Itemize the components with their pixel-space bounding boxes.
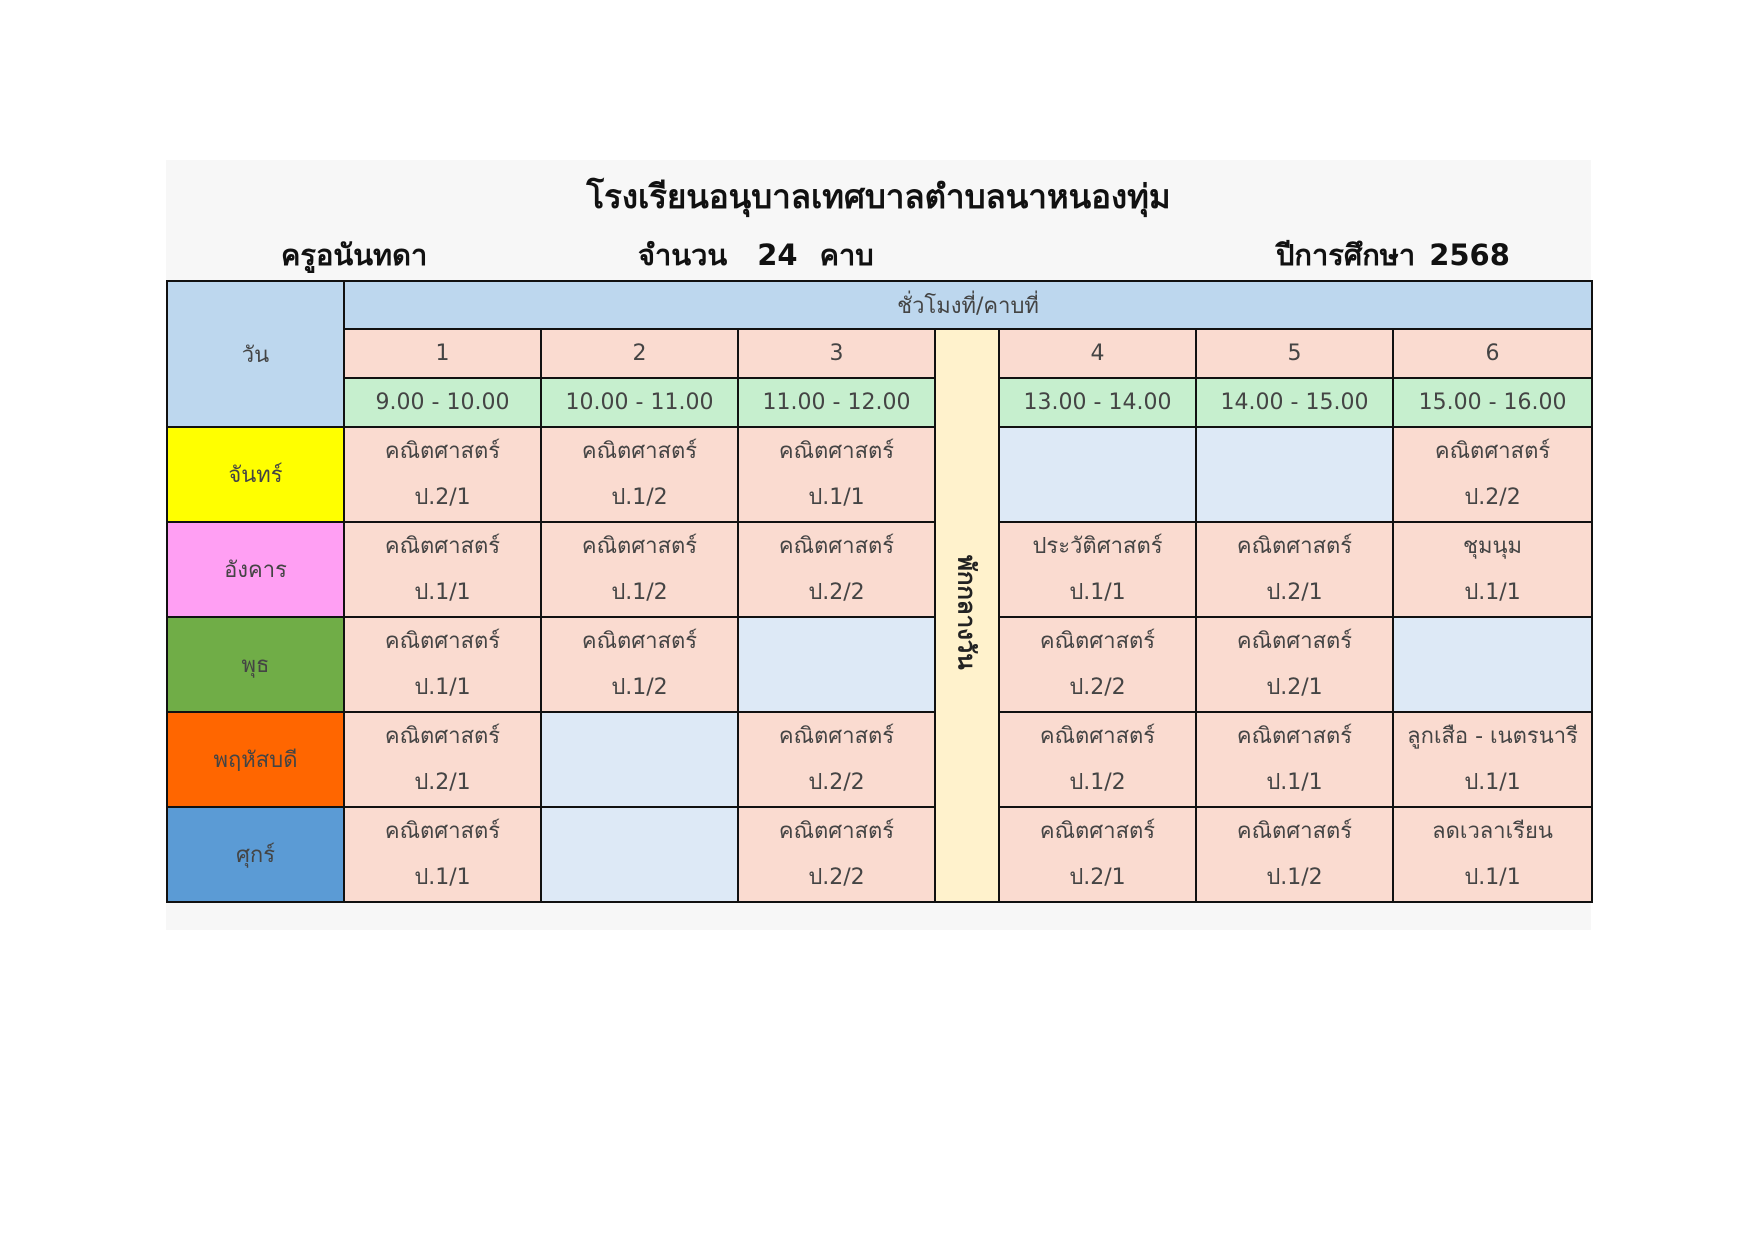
period-time: 14.00 - 15.00 — [1196, 378, 1393, 427]
class-slot — [1393, 427, 1592, 522]
day-row — [167, 427, 1592, 522]
day-label: พฤหัสบดี — [167, 712, 344, 807]
slot-subject: คณิตศาสตร์ — [1236, 723, 1353, 749]
period-time: 10.00 - 11.00 — [541, 378, 738, 427]
slot-subject: คณิตศาสตร์ — [1236, 628, 1353, 654]
slot-subject: คณิตศาสตร์ — [384, 533, 501, 559]
slot-class: ป.2/2 — [1069, 674, 1126, 700]
day-row — [167, 522, 1592, 617]
empty-slot — [541, 807, 738, 902]
class-slot — [738, 712, 935, 807]
slot-subject: ลูกเสือ - เนตรนารี — [1407, 723, 1578, 749]
slot-class: ป.2/1 — [414, 484, 471, 510]
slot-subject: คณิตศาสตร์ — [384, 628, 501, 654]
class-slot — [738, 807, 935, 902]
slot-subject: ประวัติศาสตร์ — [1032, 533, 1163, 559]
slot-subject: คณิตศาสตร์ — [778, 438, 895, 464]
slot-subject: คณิตศาสตร์ — [1236, 533, 1353, 559]
slot-subject: คณิตศาสตร์ — [384, 438, 501, 464]
empty-slot — [999, 427, 1196, 522]
period-number: 1 — [344, 329, 541, 378]
slot-class: ป.1/1 — [1464, 864, 1521, 890]
year-label: ปีการศึกษา — [1276, 238, 1416, 272]
slot-class: ป.1/1 — [1069, 579, 1126, 605]
class-slot — [541, 522, 738, 617]
period-time: 11.00 - 12.00 — [738, 378, 935, 427]
class-slot — [738, 427, 935, 522]
year-value: 2568 — [1429, 238, 1510, 272]
day-label: อังคาร — [167, 522, 344, 617]
slot-class: ป.1/2 — [1266, 864, 1323, 890]
class-slot — [344, 522, 541, 617]
slot-class: ป.1/2 — [611, 674, 668, 700]
period-time: 9.00 - 10.00 — [344, 378, 541, 427]
slot-subject: คณิตศาสตร์ — [1039, 723, 1156, 749]
class-slot — [999, 807, 1196, 902]
class-slot — [1196, 807, 1393, 902]
slot-class: ป.2/2 — [808, 769, 865, 795]
slot-class: ป.1/1 — [414, 864, 471, 890]
class-slot — [1196, 522, 1393, 617]
period-number: 4 — [999, 329, 1196, 378]
slot-class: ป.1/1 — [808, 484, 865, 510]
slot-class: ป.2/1 — [414, 769, 471, 795]
day-row — [167, 807, 1592, 902]
day-label: พุธ — [167, 617, 344, 712]
slot-subject: คณิตศาสตร์ — [581, 628, 698, 654]
slot-subject: คณิตศาสตร์ — [778, 818, 895, 844]
periods-count — [638, 232, 874, 278]
slot-class: ป.1/1 — [414, 579, 471, 605]
lunch-break — [935, 329, 999, 902]
period-time: 13.00 - 14.00 — [999, 378, 1196, 427]
class-slot — [999, 712, 1196, 807]
timetable — [166, 280, 1593, 903]
slot-class: ป.1/2 — [611, 579, 668, 605]
slot-class: ป.1/1 — [1464, 769, 1521, 795]
period-time: 15.00 - 16.00 — [1393, 378, 1592, 427]
periods-label: จำนวน — [638, 238, 728, 272]
slot-class: ป.2/2 — [1464, 484, 1521, 510]
class-slot — [344, 807, 541, 902]
school-title: โรงเรียนอนุบาลเทศบาลตำบลนาหนองทุ่ม — [586, 177, 1171, 216]
slot-subject: คณิตศาสตร์ — [384, 818, 501, 844]
slot-class: ป.1/1 — [1266, 769, 1323, 795]
day-row — [167, 617, 1592, 712]
slot-subject: คณิตศาสตร์ — [384, 723, 501, 749]
slot-subject: คณิตศาสตร์ — [1434, 438, 1551, 464]
period-number: 6 — [1393, 329, 1592, 378]
day-row — [167, 712, 1592, 807]
slot-subject: ชุมนุม — [1463, 533, 1523, 559]
class-slot — [1196, 712, 1393, 807]
slot-class: ป.1/1 — [1464, 579, 1521, 605]
empty-slot — [541, 712, 738, 807]
day-label: จันทร์ — [167, 427, 344, 522]
day-label: ศุกร์ — [167, 807, 344, 902]
timetable-sheet — [166, 160, 1591, 930]
slot-class: ป.1/2 — [611, 484, 668, 510]
slot-subject: ลดเวลาเรียน — [1432, 818, 1553, 844]
period-number: 5 — [1196, 329, 1393, 378]
class-slot — [344, 712, 541, 807]
empty-slot — [738, 617, 935, 712]
periods-unit: คาบ — [819, 238, 874, 272]
empty-slot — [1196, 427, 1393, 522]
period-number: 2 — [541, 329, 738, 378]
slot-class: ป.1/1 — [414, 674, 471, 700]
slot-subject: คณิตศาสตร์ — [778, 723, 895, 749]
slot-class: ป.1/2 — [1069, 769, 1126, 795]
slot-subject: คณิตศาสตร์ — [581, 533, 698, 559]
class-slot — [1393, 807, 1592, 902]
period-number: 3 — [738, 329, 935, 378]
lunch-label: พักกลางวัน — [952, 555, 981, 670]
class-slot — [541, 427, 738, 522]
slot-subject: คณิตศาสตร์ — [581, 438, 698, 464]
class-slot — [1393, 712, 1592, 807]
class-slot — [1393, 522, 1592, 617]
class-slot — [1196, 617, 1393, 712]
class-slot — [344, 427, 541, 522]
class-slot — [344, 617, 541, 712]
slot-subject: คณิตศาสตร์ — [1236, 818, 1353, 844]
teacher-name: ครูอนันทดา — [281, 238, 428, 272]
class-slot — [999, 617, 1196, 712]
slot-class: ป.2/2 — [808, 579, 865, 605]
class-slot — [999, 522, 1196, 617]
slot-subject: คณิตศาสตร์ — [778, 533, 895, 559]
class-slot — [541, 617, 738, 712]
slot-class: ป.2/1 — [1266, 674, 1323, 700]
slot-class: ป.2/2 — [808, 864, 865, 890]
day-header: วัน — [167, 281, 344, 427]
academic-year — [1276, 232, 1510, 278]
class-slot — [738, 522, 935, 617]
periods-number: 24 — [757, 238, 798, 272]
slot-class: ป.2/1 — [1266, 579, 1323, 605]
slot-subject: คณิตศาสตร์ — [1039, 628, 1156, 654]
slot-subject: คณิตศาสตร์ — [1039, 818, 1156, 844]
period-header: ชั่วโมงที่/คาบที่ — [344, 281, 1592, 329]
empty-slot — [1393, 617, 1592, 712]
slot-class: ป.2/1 — [1069, 864, 1126, 890]
